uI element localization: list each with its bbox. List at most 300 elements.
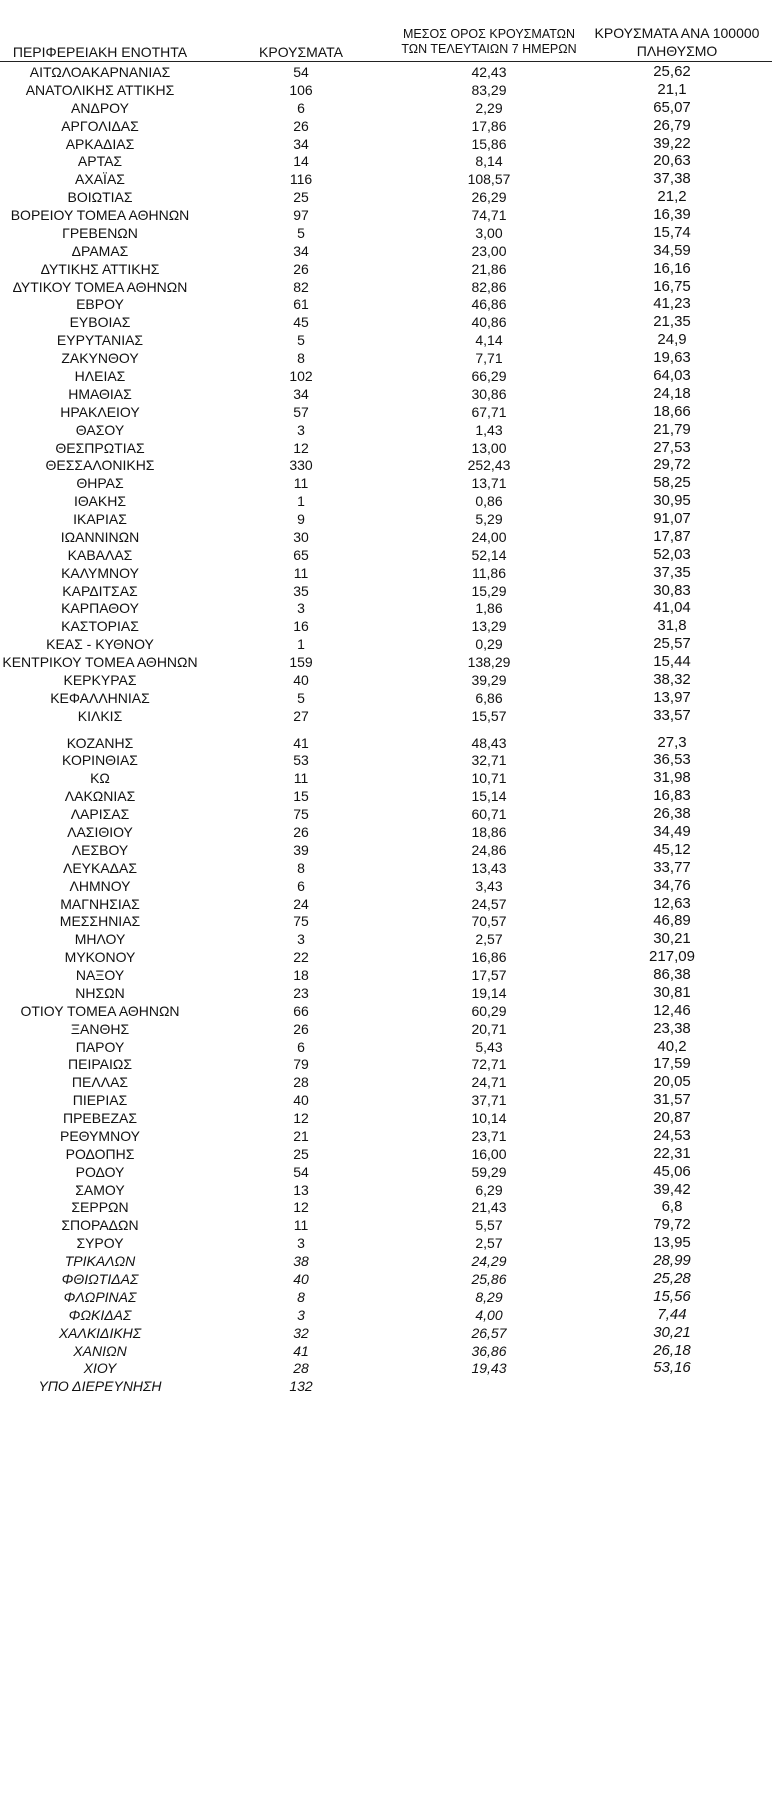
average-cell: 16,86 [471, 949, 507, 966]
region-cell: ΥΠΟ ΔΙΕΡΕΥΝΗΣΗ [38, 1378, 162, 1395]
average-cell: 72,71 [471, 1056, 507, 1073]
region-cell: ΚΕΝΤΡΙΚΟΥ ΤΟΜΕΑ ΑΘΗΝΩΝ [2, 654, 198, 670]
average-cell: 42,43 [471, 64, 507, 80]
average-cell: 138,29 [467, 654, 511, 670]
per-100000-cell: 7,44 [657, 1305, 687, 1323]
average-cell: 8,29 [475, 1288, 503, 1305]
average-cell: 70,57 [471, 913, 507, 930]
average-cell: 67,71 [471, 403, 507, 420]
average-cell: 2,57 [475, 1235, 503, 1252]
region-cell: ΘΕΣΠΡΩΤΙΑΣ [55, 439, 145, 456]
per-100000-cell: 34,49 [653, 823, 691, 840]
per-100000-cell: 79,72 [653, 1216, 691, 1234]
region-cell: ΛΑΚΩΝΙΑΣ [64, 788, 136, 805]
per-100000-cell: 26,38 [653, 805, 691, 823]
average-cell: 19,43 [471, 1360, 507, 1377]
average-cell: 30,86 [471, 385, 507, 402]
cases-cell: 28 [293, 1074, 309, 1091]
cases-cell: 8 [297, 859, 305, 876]
cases-cell: 16 [293, 618, 309, 635]
per-100000-cell: 64,03 [653, 367, 691, 384]
per-100000-cell: 13,95 [653, 1234, 691, 1252]
per-100000-cell: 17,87 [653, 527, 691, 545]
region-cell: ΜΗΛΟΥ [74, 931, 126, 948]
average-cell: 23,00 [471, 242, 507, 259]
cases-cell: 1 [297, 493, 305, 510]
per-100000-cell: 25,62 [653, 63, 691, 80]
region-cell: ΜΕΣΣΗΝΙΑΣ [59, 913, 141, 930]
average-cell: 5,57 [475, 1217, 503, 1234]
cases-cell: 6 [297, 1038, 305, 1055]
region-cell: ΚΑΡΠΑΘΟΥ [61, 600, 139, 617]
per-100000-cell: 30,95 [653, 492, 691, 510]
cases-cell: 26 [293, 824, 309, 840]
per-100000-cell: 24,53 [653, 1126, 691, 1144]
region-cell: ΑΡΤΑΣ [77, 153, 123, 170]
per-100000-cell: 30,21 [653, 1323, 691, 1341]
cases-cell: 61 [293, 296, 309, 313]
region-cell: ΧΙΟΥ [83, 1360, 117, 1377]
region-cell: ΣΕΡΡΩΝ [71, 1199, 129, 1216]
average-cell: 15,29 [471, 582, 507, 599]
cases-cell: 75 [293, 806, 309, 823]
cases-cell: 40 [293, 1271, 309, 1287]
average-cell: 6,29 [475, 1181, 503, 1198]
per-100000-cell: 31,98 [653, 769, 691, 787]
region-cell: ΒΟΙΩΤΙΑΣ [67, 189, 133, 206]
per-100000-cell: 37,35 [653, 563, 691, 581]
average-cell: 23,71 [471, 1127, 507, 1144]
average-cell: 17,86 [471, 117, 507, 134]
per-100000-cell: 33,57 [653, 706, 691, 724]
cases-cell: 106 [289, 81, 313, 98]
cases-cell: 8 [297, 350, 305, 367]
average-cell: 13,43 [471, 859, 507, 876]
average-cell: 10,14 [471, 1110, 507, 1126]
per-100000-cell: 58,25 [653, 474, 691, 492]
cases-cell: 40 [293, 1092, 309, 1109]
average-cell: 17,57 [471, 967, 507, 983]
region-cell: ΕΥΒΟΙΑΣ [69, 314, 131, 331]
per-100000-cell: 37,38 [653, 170, 691, 188]
average-cell: 60,29 [471, 1002, 507, 1019]
per-100000-cell: 25,28 [653, 1270, 691, 1287]
per-100000-cell: 29,72 [653, 456, 691, 474]
cases-cell: 18 [293, 967, 309, 983]
average-cell: 20,71 [471, 1020, 507, 1037]
table-row [0, 706, 772, 726]
average-cell: 60,71 [471, 806, 507, 823]
region-cell: ΡΟΔΟΠΗΣ [65, 1145, 135, 1162]
average-cell: 74,71 [471, 207, 507, 223]
per-100000-cell: 30,81 [653, 983, 691, 1001]
per-100000-cell: 17,59 [653, 1055, 691, 1073]
per-100000-cell: 41,04 [653, 599, 691, 617]
per-100000-cell: 38,32 [653, 670, 691, 688]
region-cell: ΗΡΑΚΛΕΙΟΥ [60, 403, 140, 420]
per-100000-cell: 91,07 [653, 510, 691, 527]
cases-cell: 11 [293, 564, 309, 581]
cases-cell: 40 [293, 671, 309, 688]
region-cell: ΕΥΡΥΤΑΝΙΑΣ [56, 332, 144, 349]
header-per-100000-line1: ΚΡΟΥΣΜΑΤΑ ΑΝΑ 100000 [594, 25, 760, 41]
average-cell: 40,86 [471, 314, 507, 331]
region-cell: ΣΠΟΡΑΔΩΝ [61, 1217, 139, 1234]
average-cell: 10,71 [471, 770, 507, 787]
average-cell: 24,00 [471, 528, 507, 545]
cases-cell: 65 [293, 546, 309, 563]
average-cell: 1,86 [475, 600, 503, 617]
region-cell: ΤΡΙΚΑΛΩΝ [64, 1253, 136, 1270]
cases-cell: 39 [293, 841, 309, 858]
region-cell: ΚΑΡΔΙΤΣΑΣ [62, 582, 138, 599]
region-cell: ΡΟΔΟΥ [75, 1163, 125, 1180]
region-cell: ΚΑΒΑΛΑΣ [67, 546, 133, 563]
cases-cell: 26 [293, 1020, 309, 1037]
per-100000-cell: 53,16 [653, 1359, 691, 1377]
region-cell: ΗΛΕΙΑΣ [74, 368, 126, 384]
per-100000-cell: 20,05 [653, 1073, 691, 1091]
per-100000-cell: 24,18 [653, 384, 691, 402]
average-cell: 32,71 [471, 752, 507, 769]
per-100000-cell: 15,74 [653, 223, 691, 241]
cases-cell: 3 [297, 421, 305, 438]
average-cell: 15,14 [471, 788, 507, 805]
per-100000-cell: 40,2 [657, 1037, 687, 1055]
cases-cell: 25 [293, 1145, 309, 1162]
cases-cell: 25 [293, 189, 309, 206]
cases-cell: 3 [297, 1235, 305, 1252]
region-cell: ΚΟΡΙΝΘΙΑΣ [62, 752, 138, 769]
cases-cell: 23 [293, 984, 309, 1001]
per-100000-cell: 22,31 [653, 1144, 691, 1162]
average-cell: 21,86 [471, 260, 507, 277]
average-cell: 24,71 [471, 1074, 507, 1091]
per-100000-cell: 45,12 [653, 840, 691, 858]
cases-cell: 15 [293, 788, 309, 805]
region-cell: ΟΤΙΟΥ ΤΟΜΕΑ ΑΘΗΝΩΝ [20, 1002, 180, 1019]
cases-cell: 11 [293, 1217, 309, 1234]
average-cell: 0,29 [475, 636, 503, 653]
region-cell: ΛΕΥΚΑΔΑΣ [62, 859, 138, 876]
average-cell: 13,71 [471, 475, 507, 492]
cases-cell: 13 [293, 1181, 309, 1198]
average-cell: 252,43 [467, 457, 511, 474]
region-cell: ΠΕΙΡΑΙΩΣ [68, 1056, 132, 1073]
per-100000-cell: 21,79 [653, 420, 691, 438]
average-cell: 24,86 [471, 841, 507, 858]
per-100000-cell: 21,1 [657, 80, 687, 98]
per-100000-cell: 21,2 [657, 188, 687, 206]
average-cell: 24,57 [471, 895, 507, 912]
per-100000-cell: 31,57 [653, 1091, 691, 1109]
cases-cell: 14 [293, 153, 309, 170]
per-100000-cell: 41,23 [653, 295, 691, 313]
per-100000-cell: 24,9 [657, 331, 687, 349]
per-100000-cell: 39,22 [653, 134, 691, 152]
average-cell: 2,29 [475, 99, 503, 116]
average-cell: 5,43 [475, 1038, 503, 1055]
per-100000-cell: 36,53 [653, 751, 691, 769]
average-cell: 11,86 [472, 564, 506, 581]
average-cell: 108,57 [467, 171, 511, 188]
cases-cell: 27 [293, 707, 309, 724]
region-cell: ΦΘΙΩΤΙΔΑΣ [61, 1271, 139, 1287]
average-cell: 19,14 [471, 984, 507, 1001]
average-cell: 4,00 [475, 1306, 503, 1323]
per-100000-cell: 19,63 [653, 349, 691, 367]
cases-cell: 34 [293, 385, 309, 402]
average-cell: 15,86 [471, 135, 507, 152]
region-cell: ΚΙΛΚΙΣ [77, 707, 123, 724]
region-cell: ΑΝΔΡΟΥ [71, 99, 129, 116]
cases-cell: 54 [293, 64, 309, 80]
per-100000-cell: 30,83 [653, 581, 691, 599]
region-cell: ΛΑΡΙΣΑΣ [70, 806, 130, 823]
average-cell: 83,29 [471, 81, 507, 98]
per-100000-cell: 26,79 [653, 116, 691, 134]
region-cell: ΝΑΞΟΥ [75, 967, 125, 983]
average-cell: 13,29 [471, 618, 507, 635]
region-cell: ΧΑΝΙΩΝ [73, 1342, 127, 1359]
per-100000-cell: 16,75 [653, 277, 691, 295]
cases-cell: 38 [293, 1253, 309, 1270]
header-7day-average [396, 27, 582, 57]
cases-cell: 21 [293, 1127, 309, 1144]
per-100000-cell: 52,03 [653, 545, 691, 563]
region-cell: ΙΘΑΚΗΣ [74, 493, 126, 510]
region-cell: ΦΩΚΙΔΑΣ [68, 1306, 132, 1323]
per-100000-cell: 16,83 [653, 787, 691, 805]
region-cell: ΙΚΑΡΙΑΣ [73, 511, 127, 527]
average-cell: 0,86 [475, 493, 503, 510]
cases-cell: 45 [293, 314, 309, 331]
cases-cell: 34 [293, 242, 309, 259]
per-100000-cell: 217,09 [649, 948, 695, 966]
cases-cell: 102 [289, 368, 313, 384]
average-cell: 13,00 [471, 439, 507, 456]
average-cell: 26,57 [471, 1324, 507, 1341]
region-cell: ΓΡΕΒΕΝΩΝ [62, 224, 138, 241]
cases-cell: 5 [297, 689, 305, 706]
region-cell: ΚΕΦΑΛΛΗΝΙΑΣ [50, 689, 150, 706]
cases-cell: 11 [293, 475, 309, 492]
average-cell: 4,14 [475, 332, 503, 349]
average-cell: 36,86 [471, 1342, 507, 1359]
cases-cell: 132 [289, 1378, 313, 1395]
per-100000-cell: 15,56 [653, 1287, 691, 1305]
region-cell: ΒΟΡΕΙΟΥ ΤΟΜΕΑ ΑΘΗΝΩΝ [10, 207, 190, 223]
cases-cell: 26 [293, 117, 309, 134]
header-per-100000-line2: ΠΛΗΘΥΣΜΟ [636, 43, 718, 59]
average-cell: 52,14 [471, 546, 507, 563]
region-cell: ΚΑΛΥΜΝΟΥ [61, 564, 139, 581]
cases-cell: 1 [297, 636, 305, 653]
region-cell: ΞΑΝΘΗΣ [70, 1020, 130, 1037]
per-100000-cell: 6,8 [661, 1198, 683, 1216]
region-cell: ΚΕΡΚΥΡΑΣ [63, 671, 137, 688]
cases-cell: 3 [297, 600, 305, 617]
average-cell: 18,86 [471, 824, 507, 840]
region-cell: ΣΑΜΟΥ [75, 1181, 125, 1198]
per-100000-cell: 28,99 [653, 1252, 691, 1270]
average-cell: 3,43 [475, 877, 503, 894]
cases-cell: 11 [293, 770, 309, 787]
table-row [0, 1376, 772, 1396]
cases-cell: 8 [297, 1288, 305, 1305]
cases-cell: 6 [297, 877, 305, 894]
cases-cell: 32 [293, 1324, 309, 1341]
region-cell: ΘΗΡΑΣ [76, 475, 124, 492]
per-100000-cell: 46,89 [653, 912, 691, 930]
average-cell: 46,86 [471, 296, 507, 313]
region-cell: ΚΕΑΣ - ΚΥΘΝΟΥ [46, 636, 154, 653]
cases-cell: 41 [293, 1342, 309, 1359]
cases-cell: 57 [293, 403, 309, 420]
per-100000-cell: 34,59 [653, 241, 691, 259]
region-cell: ΛΕΣΒΟΥ [71, 841, 129, 858]
per-100000-cell: 45,06 [653, 1162, 691, 1180]
region-cell: ΝΗΣΩΝ [75, 984, 125, 1001]
header-cases: ΚΡΟΥΣΜΑΤΑ [259, 44, 343, 60]
per-100000-cell: 16,39 [653, 206, 691, 223]
region-cell: ΘΑΣΟΥ [75, 421, 125, 438]
per-100000-cell: 21,35 [653, 313, 691, 331]
region-cell: ΜΥΚΟΝΟΥ [64, 949, 136, 966]
cases-cell: 22 [293, 949, 309, 966]
region-cell: ΛΑΣΙΘΙΟΥ [67, 824, 133, 840]
header-7day-average-line1: ΜΕΣΟΣ ΟΡΟΣ ΚΡΟΥΣΜΑΤΩΝ [402, 27, 576, 41]
region-cell: ΔΥΤΙΚΟΥ ΤΟΜΕΑ ΑΘΗΝΩΝ [12, 278, 188, 295]
cases-cell: 66 [293, 1002, 309, 1019]
per-100000-cell: 65,07 [653, 98, 691, 116]
region-cell: ΠΙΕΡΙΑΣ [72, 1092, 128, 1109]
cases-cell: 6 [297, 99, 305, 116]
cases-cell: 159 [289, 654, 313, 670]
cases-cell: 53 [293, 752, 309, 769]
per-100000-cell: 23,38 [653, 1019, 691, 1037]
per-100000-cell: 31,8 [657, 617, 687, 635]
cases-cell: 116 [289, 171, 313, 188]
average-cell: 59,29 [471, 1163, 507, 1180]
per-100000-cell: 25,57 [653, 635, 691, 653]
per-100000-cell: 27,3 [657, 733, 687, 751]
per-100000-cell: 15,44 [653, 653, 691, 670]
region-cell: ΗΜΑΘΙΑΣ [68, 385, 132, 402]
region-cell: ΖΑΚΥΝΘΟΥ [61, 350, 139, 367]
cases-cell: 30 [293, 528, 309, 545]
cases-cell: 35 [293, 582, 309, 599]
average-cell: 7,71 [475, 350, 503, 367]
average-cell: 24,29 [471, 1253, 507, 1270]
cases-cell: 24 [293, 895, 309, 912]
per-100000-cell: 30,21 [653, 930, 691, 948]
average-cell: 26,29 [471, 189, 507, 206]
cases-cell: 9 [297, 511, 305, 527]
region-cell: ΔΥΤΙΚΗΣ ΑΤΤΙΚΗΣ [40, 260, 160, 277]
cases-cell: 28 [293, 1360, 309, 1377]
per-100000-cell: 26,18 [653, 1341, 691, 1359]
region-cell: ΡΕΘΥΜΝΟΥ [59, 1127, 140, 1144]
cases-cell: 3 [297, 1306, 305, 1323]
per-100000-cell: 86,38 [653, 966, 691, 983]
average-cell: 1,43 [475, 421, 503, 438]
cases-cell: 12 [293, 1110, 309, 1126]
region-cell: ΑΧΑΪΑΣ [75, 171, 125, 188]
average-cell: 15,57 [471, 707, 507, 724]
average-cell: 6,86 [475, 689, 503, 706]
cases-cell: 97 [293, 207, 309, 223]
region-cell: ΠΡΕΒΕΖΑΣ [62, 1110, 137, 1126]
cases-cell: 330 [289, 457, 313, 474]
average-cell: 8,14 [475, 153, 503, 170]
average-cell: 2,57 [475, 931, 503, 948]
region-cell: ΧΑΛΚΙΔΙΚΗΣ [58, 1324, 142, 1341]
region-cell: ΚΟΖΑΝΗΣ [66, 734, 134, 751]
average-cell: 48,43 [471, 734, 507, 751]
cases-cell: 41 [293, 734, 309, 751]
per-100000-cell: 34,76 [653, 876, 691, 894]
region-cell: ΚΩ [90, 770, 110, 787]
region-cell: ΦΛΩΡΙΝΑΣ [63, 1288, 137, 1305]
region-cell: ΙΩΑΝΝΙΝΩΝ [60, 528, 140, 545]
per-100000-cell: 39,42 [653, 1180, 691, 1198]
per-100000-cell: 12,46 [653, 1001, 691, 1019]
header-region: ΠΕΡΙΦΕΡΕΙΑΚΗ ΕΝΟΤΗΤΑ [12, 44, 188, 60]
cases-cell: 5 [297, 332, 305, 349]
per-100000-cell: 33,77 [653, 858, 691, 876]
header-7day-average-line2: ΤΩΝ ΤΕΛΕΥΤΑΙΩΝ 7 ΗΜΕΡΩΝ [401, 42, 577, 56]
cases-cell: 5 [297, 224, 305, 241]
cases-cell: 54 [293, 1163, 309, 1180]
per-100000-cell: 20,63 [653, 152, 691, 170]
region-cell: ΠΕΛΛΑΣ [71, 1074, 129, 1091]
region-cell: ΚΑΣΤΟΡΙΑΣ [61, 618, 139, 635]
cases-cell: 3 [297, 931, 305, 948]
cases-cell: 34 [293, 135, 309, 152]
average-cell: 37,71 [471, 1092, 507, 1109]
average-cell: 3,00 [475, 224, 503, 241]
cases-cell: 26 [293, 260, 309, 277]
per-100000-cell: 13,97 [653, 688, 691, 706]
per-100000-cell: 20,87 [653, 1109, 691, 1126]
region-cell: ΑΡΚΑΔΙΑΣ [65, 135, 135, 152]
cases-cell: 12 [293, 439, 309, 456]
cases-cell: 79 [293, 1056, 309, 1073]
region-cell: ΠΑΡΟΥ [75, 1038, 125, 1055]
region-cell: ΛΗΜΝΟΥ [69, 877, 131, 894]
average-cell: 5,29 [475, 511, 503, 527]
per-100000-cell: 27,53 [653, 438, 691, 456]
region-cell: ΘΕΣΣΑΛΟΝΙΚΗΣ [45, 457, 155, 474]
cases-cell: 75 [293, 913, 309, 930]
per-100000-cell: 16,16 [653, 259, 691, 277]
average-cell: 21,43 [471, 1199, 507, 1216]
per-100000-cell: 18,66 [653, 402, 691, 420]
average-cell: 16,00 [471, 1145, 507, 1162]
region-cell: ΕΒΡΟΥ [76, 296, 124, 313]
region-cell: ΔΡΑΜΑΣ [71, 242, 129, 259]
average-cell: 82,86 [471, 278, 507, 295]
header-per-100000 [582, 24, 772, 60]
region-cell: ΑΙΤΩΛΟΑΚΑΡΝΑΝΙΑΣ [29, 64, 171, 80]
region-cell: ΑΡΓΟΛΙΔΑΣ [61, 117, 139, 134]
average-cell: 25,86 [471, 1271, 507, 1287]
average-cell: 39,29 [471, 671, 507, 688]
region-cell: ΜΑΓΝΗΣΙΑΣ [60, 895, 140, 912]
region-cell: ΑΝΑΤΟΛΙΚΗΣ ΑΤΤΙΚΗΣ [25, 81, 175, 98]
cases-cell: 82 [293, 278, 309, 295]
